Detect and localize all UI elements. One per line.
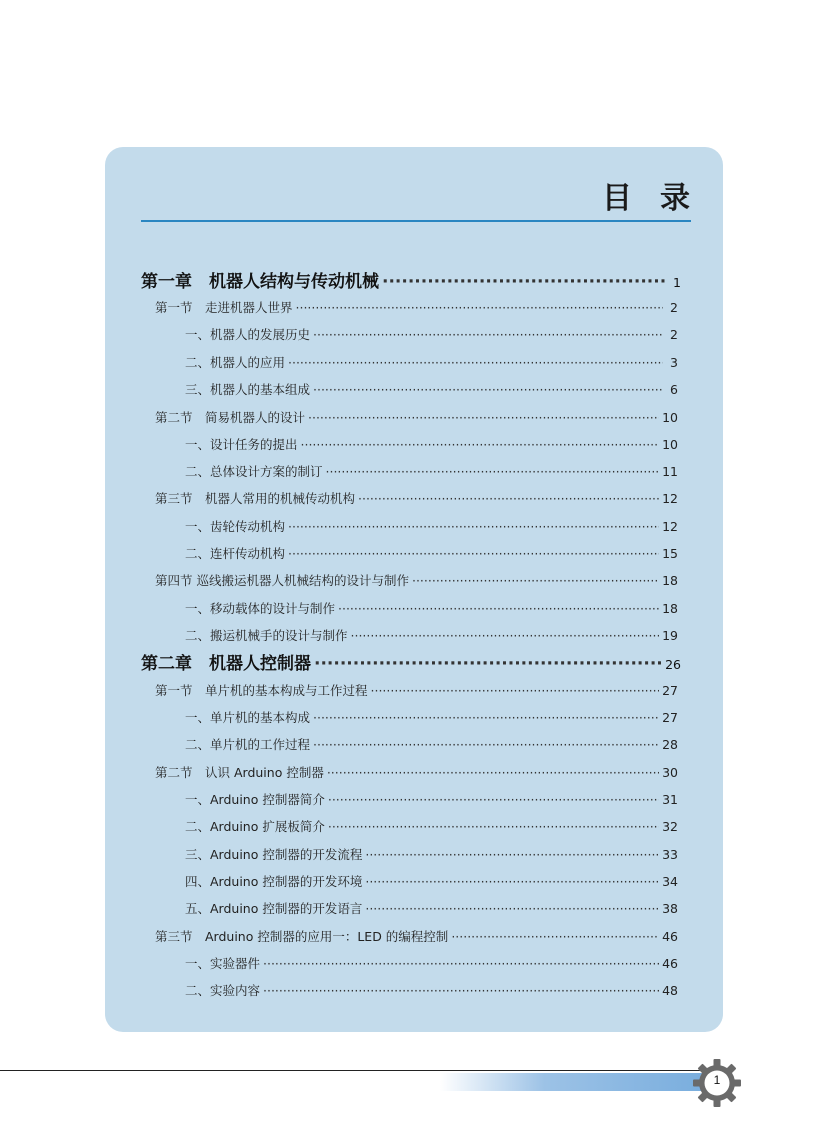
dot-leader xyxy=(288,519,659,534)
toc-entry-page: 28 xyxy=(662,737,678,752)
page-number: 1 xyxy=(713,1073,721,1087)
toc-entry-page: 3 xyxy=(670,355,678,370)
dot-leader xyxy=(326,464,660,479)
dot-leader xyxy=(338,601,659,616)
toc-entry-section[interactable] xyxy=(155,571,678,589)
dot-leader xyxy=(382,272,666,292)
toc-entry-item[interactable] xyxy=(185,435,678,453)
toc-entry-page: 19 xyxy=(662,628,678,643)
toc-entry-page: 27 xyxy=(662,683,678,698)
dot-leader xyxy=(296,300,663,315)
toc-title: 目录 xyxy=(602,181,718,216)
toc-entry-label: 第三节 Arduino 控制器的应用一：LED 的编程控制 xyxy=(155,929,449,944)
dot-leader xyxy=(358,491,659,506)
toc-entry-item[interactable] xyxy=(185,353,678,371)
dot-leader xyxy=(313,737,659,752)
dot-leader xyxy=(314,654,662,674)
toc-entry-label: 二、Arduino 扩展板简介 xyxy=(185,819,325,834)
toc-entry-item[interactable] xyxy=(185,380,678,398)
footer-gradient-bar xyxy=(440,1073,702,1091)
toc-entry-label: 四、Arduino 控制器的开发环境 xyxy=(185,874,363,889)
toc-entry-label: 第三节 机器人常用的机械传动机构 xyxy=(155,491,356,506)
toc-entry-item[interactable] xyxy=(185,817,678,835)
dot-leader xyxy=(263,983,659,998)
toc-entry-label: 一、齿轮传动机构 xyxy=(185,519,286,534)
toc-entry-page: 26 xyxy=(665,657,681,672)
toc-entry-label: 五、Arduino 控制器的开发语言 xyxy=(185,901,363,916)
toc-entry-chapter[interactable] xyxy=(141,649,681,674)
toc-entry-label: 第一节 单片机的基本构成与工作过程 xyxy=(155,683,368,698)
toc-entry-page: 30 xyxy=(662,765,678,780)
dot-leader xyxy=(328,819,659,834)
toc-entry-page: 11 xyxy=(662,464,678,479)
toc-entry-page: 18 xyxy=(662,573,678,588)
toc-entry-page: 46 xyxy=(662,956,678,971)
toc-entry-page: 48 xyxy=(662,983,678,998)
dot-leader xyxy=(451,929,659,944)
toc-entry-label: 第二节 简易机器人的设计 xyxy=(155,410,306,425)
toc-entry-item[interactable] xyxy=(185,626,678,644)
toc-entry-item[interactable] xyxy=(185,872,678,890)
toc-entry-item[interactable] xyxy=(185,544,678,562)
dot-leader xyxy=(301,437,660,452)
toc-entry-page: 33 xyxy=(662,847,678,862)
footer-rule xyxy=(0,1070,712,1071)
toc-entry-page: 34 xyxy=(662,874,678,889)
toc-entry-label: 二、单片机的工作过程 xyxy=(185,737,311,752)
toc-entry-section[interactable] xyxy=(155,298,678,316)
toc-entry-label: 二、实验内容 xyxy=(185,983,261,998)
toc-entry-label: 一、实验器件 xyxy=(185,956,261,971)
toc-entry-label: 三、Arduino 控制器的开发流程 xyxy=(185,847,363,862)
toc-entry-page: 1 xyxy=(673,275,681,290)
dot-leader xyxy=(351,628,660,643)
toc-entry-page: 46 xyxy=(662,929,678,944)
dot-leader xyxy=(288,355,663,370)
toc-entry-label: 一、设计任务的提出 xyxy=(185,437,298,452)
toc-entry-label: 第一章 机器人结构与传动机械 xyxy=(141,272,379,292)
toc-entry-label: 二、连杆传动机构 xyxy=(185,546,286,561)
title-divider xyxy=(141,220,691,222)
toc-entry-label: 一、单片机的基本构成 xyxy=(185,710,311,725)
toc-entry-label: 三、机器人的基本组成 xyxy=(185,382,311,397)
dot-leader xyxy=(412,573,659,588)
dot-leader xyxy=(328,792,659,807)
toc-entry-item[interactable] xyxy=(185,325,678,343)
toc-entry-section[interactable] xyxy=(155,408,678,426)
toc-entry-page: 10 xyxy=(662,437,678,452)
toc-entry-page: 12 xyxy=(662,519,678,534)
toc-entry-label: 一、Arduino 控制器简介 xyxy=(185,792,325,807)
dot-leader xyxy=(327,765,659,780)
toc-entry-item[interactable] xyxy=(185,981,678,999)
toc-entry-item[interactable] xyxy=(185,462,678,480)
toc-entry-page: 6 xyxy=(670,382,678,397)
toc-entry-page: 2 xyxy=(670,300,678,315)
dot-leader xyxy=(313,382,663,397)
toc-entry-label: 第四节 巡线搬运机器人机械结构的设计与制作 xyxy=(155,573,409,588)
dot-leader xyxy=(313,327,663,342)
toc-entry-section[interactable] xyxy=(155,681,678,699)
dot-leader xyxy=(288,546,659,561)
toc-entry-item[interactable] xyxy=(185,790,678,808)
toc-entry-item[interactable] xyxy=(185,845,678,863)
toc-entry-item[interactable] xyxy=(185,899,678,917)
dot-leader xyxy=(365,901,659,916)
toc-entry-label: 二、机器人的应用 xyxy=(185,355,286,370)
toc-entry-label: 二、搬运机械手的设计与制作 xyxy=(185,628,348,643)
toc-entry-page: 31 xyxy=(662,792,678,807)
toc-entry-section[interactable] xyxy=(155,489,678,507)
toc-entry-page: 18 xyxy=(662,601,678,616)
toc-entry-page: 15 xyxy=(662,546,678,561)
toc-entry-chapter[interactable] xyxy=(141,267,681,292)
dot-leader xyxy=(313,710,659,725)
toc-entry-label: 第二节 认识 Arduino 控制器 xyxy=(155,765,324,780)
toc-entry-label: 二、总体设计方案的制订 xyxy=(185,464,323,479)
toc-entry-item[interactable] xyxy=(185,599,678,617)
toc-entry-section[interactable] xyxy=(155,763,678,781)
toc-entry-label: 一、机器人的发展历史 xyxy=(185,327,311,342)
toc-entry-item[interactable] xyxy=(185,517,678,535)
toc-entry-page: 10 xyxy=(662,410,678,425)
toc-entry-item[interactable] xyxy=(185,735,678,753)
toc-entry-label: 一、移动载体的设计与制作 xyxy=(185,601,336,616)
dot-leader xyxy=(263,956,659,971)
toc-entry-page: 38 xyxy=(662,901,678,916)
dot-leader xyxy=(365,847,659,862)
toc-entry-item[interactable] xyxy=(185,954,678,972)
toc-entry-page: 12 xyxy=(662,491,678,506)
dot-leader xyxy=(365,874,659,889)
toc-entry-section[interactable] xyxy=(155,927,678,945)
dot-leader xyxy=(371,683,660,698)
toc-entry-page: 2 xyxy=(670,327,678,342)
dot-leader xyxy=(308,410,659,425)
toc-entry-label: 第二章 机器人控制器 xyxy=(141,654,311,674)
toc-entry-item[interactable] xyxy=(185,708,678,726)
toc-entry-page: 27 xyxy=(662,710,678,725)
toc-entry-label: 第一节 走进机器人世界 xyxy=(155,300,293,315)
toc-entry-page: 32 xyxy=(662,819,678,834)
toc-panel xyxy=(105,147,723,1032)
